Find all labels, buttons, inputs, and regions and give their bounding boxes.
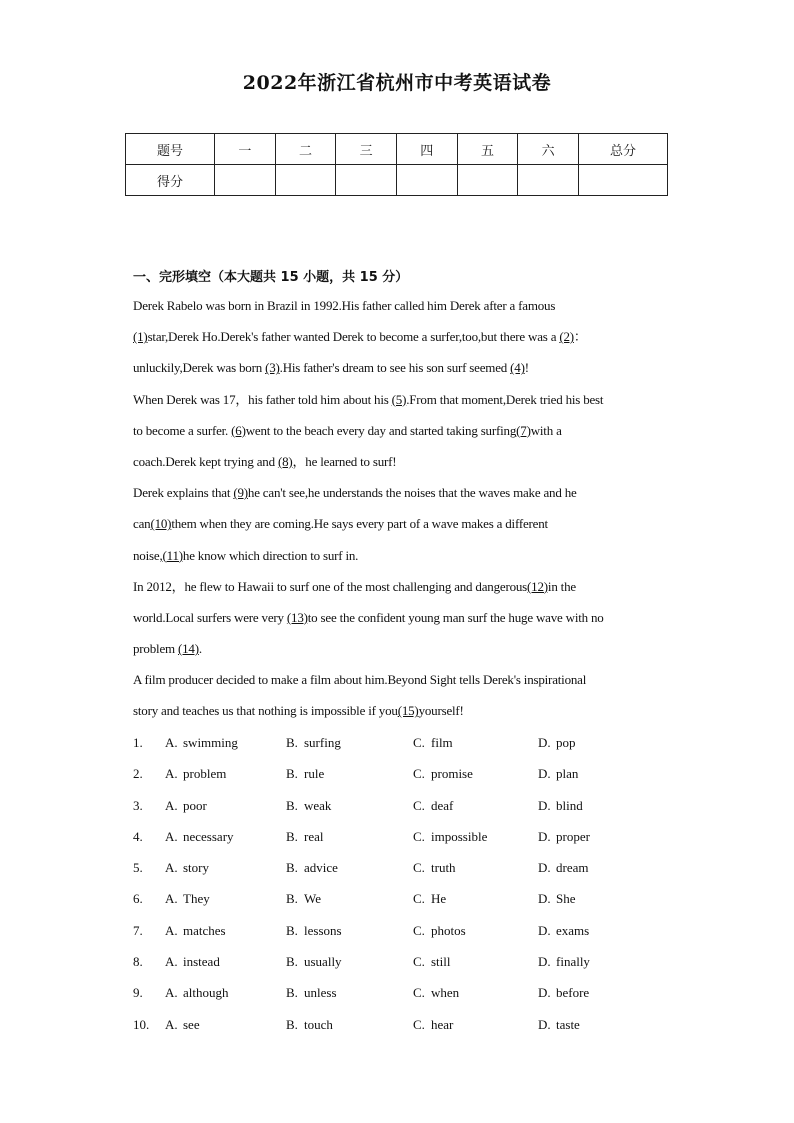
option-text: usually <box>304 954 342 970</box>
option-label: C. <box>413 891 425 907</box>
question-row <box>133 795 668 826</box>
passage-text: noise, <box>133 547 163 563</box>
question-row <box>133 951 668 982</box>
option-label: B. <box>286 1016 298 1032</box>
passage-text: coach.Derek kept trying and <box>133 453 278 469</box>
option-text: pop <box>556 735 576 750</box>
passage-line <box>133 513 668 544</box>
question-number: 3. <box>133 797 143 813</box>
option-c[interactable] <box>413 982 459 1004</box>
option-c[interactable] <box>413 795 453 817</box>
option-text: finally <box>556 954 590 970</box>
option-b[interactable] <box>286 826 323 848</box>
option-b[interactable] <box>286 888 321 910</box>
option-a[interactable] <box>165 888 210 910</box>
question-row <box>133 826 668 857</box>
option-b[interactable] <box>286 732 341 754</box>
passage-text: ! <box>524 360 529 376</box>
option-label: B. <box>286 797 298 813</box>
blank-marker: (12) <box>527 578 548 594</box>
option-label: A. <box>165 860 178 876</box>
option-label: B. <box>286 891 298 907</box>
blank-marker: (1) <box>133 329 148 345</box>
option-label: C. <box>413 766 425 782</box>
option-text: problem <box>183 766 227 782</box>
passage-text: . <box>198 641 202 657</box>
option-label: A. <box>165 891 178 907</box>
option-label: C. <box>413 860 425 876</box>
option-text: poor <box>183 797 207 813</box>
option-text: real <box>304 828 324 844</box>
page-title: 2022年浙江省杭州市中考英语试卷 <box>242 72 552 94</box>
blank-marker: (13) <box>286 609 308 625</box>
score-table <box>125 133 668 196</box>
question-row <box>133 888 668 919</box>
passage-text: can <box>133 516 151 532</box>
passage-text: he can't see,he understands the noises that the waves make and he <box>247 485 577 501</box>
blank-marker: (9) <box>233 485 248 501</box>
blank-marker: (3) <box>265 360 280 376</box>
passage-text: in the <box>547 578 576 594</box>
question-row <box>133 732 668 763</box>
score-cell <box>457 165 518 196</box>
score-header-cell: 一 <box>215 134 276 165</box>
score-cell <box>518 165 579 196</box>
option-label: B. <box>286 828 298 844</box>
score-header-cell: 五 <box>457 134 518 165</box>
option-text: swimming <box>183 735 238 750</box>
question-row <box>133 1014 668 1045</box>
option-a[interactable] <box>165 732 238 754</box>
blank-marker: (4) <box>510 360 525 376</box>
option-label: C. <box>413 922 425 938</box>
option-label: B. <box>286 860 298 876</box>
blank-marker: (10) <box>150 516 172 532</box>
option-text: He <box>431 891 447 907</box>
passage-text: star,Derek Ho.Derek's father wanted Derek to become a surfer,too,but there was a <box>147 329 560 345</box>
option-d[interactable] <box>538 763 578 785</box>
option-text: see <box>183 1016 200 1032</box>
option-text: unless <box>304 985 337 1001</box>
option-c[interactable] <box>413 951 451 973</box>
score-cell <box>336 165 397 196</box>
option-label: B. <box>286 985 298 1001</box>
blank-marker: (6) <box>231 422 246 438</box>
passage-line <box>133 357 668 388</box>
option-label: D. <box>538 891 551 907</box>
question-number: 6. <box>133 891 143 907</box>
passage-line <box>133 482 668 513</box>
option-text: photos <box>431 922 466 938</box>
option-c[interactable] <box>413 826 487 848</box>
question-number: 1. <box>133 735 143 750</box>
passage-text: story and teaches us that nothing is impossible if you <box>133 703 398 719</box>
score-row-label: 得分 <box>126 165 215 196</box>
option-text: weak <box>304 797 332 813</box>
passage-text: went to the beach every day and started taking surfing <box>245 422 517 438</box>
option-a[interactable] <box>165 1014 200 1036</box>
option-label: A. <box>165 1016 178 1032</box>
option-label: D. <box>538 735 551 750</box>
passage-text: In 2012，he flew to Hawaii to surf one of the most challenging and dangerous <box>133 578 528 594</box>
passage-line <box>133 420 668 451</box>
option-c[interactable] <box>413 732 453 754</box>
option-b[interactable] <box>286 857 338 879</box>
option-a[interactable] <box>165 763 226 785</box>
option-label: B. <box>286 922 298 938</box>
option-a[interactable] <box>165 795 207 817</box>
option-text: They <box>183 891 210 907</box>
option-text: still <box>431 954 451 970</box>
question-options-list <box>133 732 668 1045</box>
option-text: deaf <box>431 797 454 813</box>
passage-text: .His father's dream to see his son surf seemed <box>279 360 511 376</box>
passage-line <box>133 576 668 607</box>
cloze-passage <box>133 295 668 732</box>
option-label: B. <box>286 954 298 970</box>
option-text: before <box>556 985 590 1001</box>
blank-marker: (8) <box>277 453 293 469</box>
option-b[interactable] <box>286 982 337 1004</box>
question-number: 10. <box>133 1016 150 1032</box>
passage-text: ，he learned to surf! <box>292 453 397 469</box>
score-cell <box>275 165 336 196</box>
option-a[interactable] <box>165 920 226 942</box>
option-text: impossible <box>431 828 488 844</box>
option-label: A. <box>165 797 178 813</box>
question-number: 4. <box>133 828 143 844</box>
question-number: 2. <box>133 766 143 782</box>
score-header-cell: 总分 <box>579 134 668 165</box>
option-label: D. <box>538 828 551 844</box>
question-number: 7. <box>133 922 143 938</box>
option-d[interactable] <box>538 1014 580 1036</box>
passage-line <box>133 545 668 576</box>
option-a[interactable] <box>165 982 229 1004</box>
option-text: dream <box>556 860 589 876</box>
option-text: when <box>431 985 460 1001</box>
blank-marker: (5) <box>391 391 407 407</box>
question-number: 5. <box>133 860 143 876</box>
option-text: taste <box>556 1016 580 1032</box>
option-text: plan <box>556 766 579 782</box>
option-label: D. <box>538 860 551 876</box>
option-label: A. <box>165 922 178 938</box>
passage-text: to see the confident young man surf the huge wave with no <box>307 609 604 625</box>
option-c[interactable] <box>413 857 456 879</box>
option-a[interactable] <box>165 857 209 879</box>
option-label: A. <box>165 828 178 844</box>
option-label: D. <box>538 766 551 782</box>
option-text: matches <box>183 922 226 938</box>
option-text: touch <box>304 1016 333 1032</box>
score-cell <box>396 165 457 196</box>
option-text: rule <box>304 766 325 782</box>
option-c[interactable] <box>413 1014 453 1036</box>
score-header-cell: 三 <box>336 134 397 165</box>
passage-text: world.Local surfers were very <box>133 609 287 625</box>
passage-text: unluckily,Derek was born <box>133 360 266 376</box>
option-text: exams <box>556 922 590 938</box>
option-d[interactable] <box>538 826 590 848</box>
option-c[interactable] <box>413 763 473 785</box>
option-text: She <box>556 891 576 907</box>
score-header-cell: 四 <box>396 134 457 165</box>
question-row <box>133 763 668 794</box>
passage-text: with a <box>530 422 562 438</box>
score-table-header-row <box>126 134 668 165</box>
question-row <box>133 982 668 1013</box>
option-text: truth <box>431 860 456 876</box>
passage-line <box>133 669 668 700</box>
passage-text: .From that moment,Derek tried his best <box>406 391 604 407</box>
option-label: D. <box>538 797 551 813</box>
blank-marker: (15) <box>397 703 419 719</box>
passage-text: he know which direction to surf in. <box>182 547 359 563</box>
passage-line <box>133 607 668 638</box>
option-text: although <box>183 985 229 1001</box>
section-heading: 一、完形填空（本大题共 15 小题，共 15 分） <box>133 270 409 285</box>
option-text: necessary <box>183 828 234 844</box>
option-label: C. <box>413 954 425 970</box>
option-label: C. <box>413 1016 425 1032</box>
option-text: hear <box>431 1016 454 1032</box>
option-d[interactable] <box>538 857 588 879</box>
option-b[interactable] <box>286 951 342 973</box>
passage-text: problem <box>133 641 178 657</box>
passage-text: to become a surfer. <box>133 422 232 438</box>
option-c[interactable] <box>413 888 446 910</box>
question-row <box>133 857 668 888</box>
question-number: 8. <box>133 954 143 970</box>
option-text: lessons <box>304 922 342 938</box>
option-text: blind <box>556 797 583 813</box>
option-text: instead <box>183 954 220 970</box>
option-text: advice <box>304 860 338 876</box>
option-c[interactable] <box>413 920 466 942</box>
passage-text: When Derek was 17，his father told him about his <box>133 391 392 407</box>
option-label: C. <box>413 828 425 844</box>
option-label: A. <box>165 954 178 970</box>
option-text: proper <box>556 828 590 844</box>
option-label: C. <box>413 985 425 1001</box>
question-number: 9. <box>133 985 143 1001</box>
option-text: story <box>183 860 209 876</box>
blank-marker: (7) <box>516 422 531 438</box>
option-label: C. <box>413 735 425 750</box>
option-label: B. <box>286 766 298 782</box>
option-label: A. <box>165 735 178 750</box>
option-label: C. <box>413 797 425 813</box>
score-cell <box>215 165 276 196</box>
option-b[interactable] <box>286 920 342 942</box>
option-b[interactable] <box>286 1014 333 1036</box>
score-table-score-row <box>126 165 668 196</box>
option-text: film <box>431 735 453 750</box>
option-label: D. <box>538 1016 551 1032</box>
blank-marker: (2) <box>559 329 574 345</box>
option-text: We <box>304 891 321 907</box>
score-header-cell: 题号 <box>126 134 215 165</box>
passage-line <box>133 638 668 669</box>
passage-text: them when they are coming.He says every part of a wave makes a different <box>171 516 548 532</box>
passage-line <box>133 389 668 420</box>
option-text: surfing <box>304 735 341 750</box>
option-b[interactable] <box>286 763 324 785</box>
passage-line <box>133 295 668 326</box>
option-a[interactable] <box>165 826 234 848</box>
blank-marker: (14) <box>177 641 199 657</box>
passage-text: ： <box>573 329 587 345</box>
option-label: D. <box>538 985 551 1001</box>
option-d[interactable] <box>538 795 583 817</box>
passage-text: yourself! <box>418 703 464 719</box>
passage-line <box>133 700 668 731</box>
option-d[interactable] <box>538 951 590 973</box>
option-d[interactable] <box>538 982 589 1004</box>
score-cell <box>579 165 668 196</box>
option-d[interactable] <box>538 920 589 942</box>
blank-marker: (11) <box>162 547 183 563</box>
passage-line <box>133 326 668 357</box>
score-header-cell: 二 <box>275 134 336 165</box>
option-d[interactable] <box>538 888 576 910</box>
option-text: promise <box>431 766 473 782</box>
option-label: A. <box>165 766 178 782</box>
passage-text: Derek explains that <box>133 485 234 501</box>
passage-line <box>133 451 668 482</box>
passage-text: A film producer decided to make a film about him.Beyond Sight tells Derek's inspirational <box>133 672 587 688</box>
option-label: D. <box>538 954 551 970</box>
option-label: A. <box>165 985 178 1001</box>
score-header-cell: 六 <box>518 134 579 165</box>
option-b[interactable] <box>286 795 331 817</box>
question-row <box>133 920 668 951</box>
option-label: D. <box>538 922 551 938</box>
option-d[interactable] <box>538 732 576 754</box>
option-label: B. <box>286 735 298 750</box>
option-a[interactable] <box>165 951 220 973</box>
passage-text: Derek Rabelo was born in Brazil in 1992.His father called him Derek after a famous <box>133 298 556 313</box>
